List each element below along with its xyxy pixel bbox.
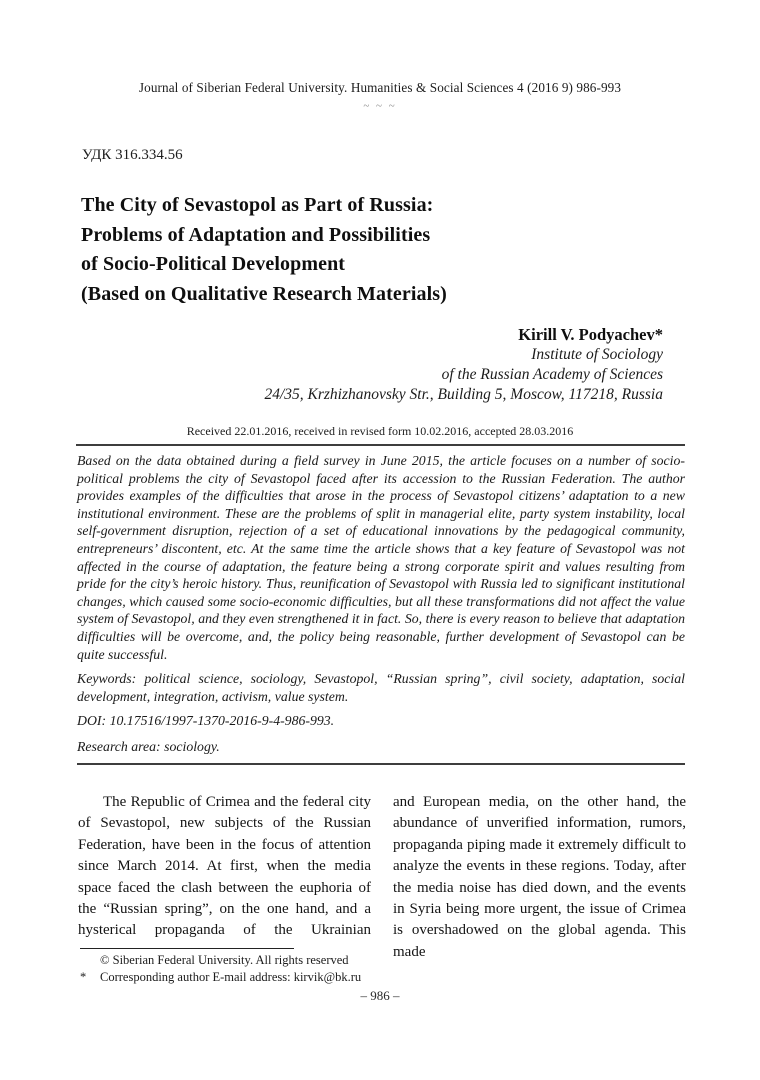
front-matter — [77, 452, 685, 765]
footnote-divider — [80, 948, 294, 949]
footnote-copyright-row — [80, 952, 688, 969]
author-name: Kirill V. Podyachev* — [518, 325, 663, 344]
footnote-block — [80, 948, 688, 986]
footnote-corresponding-row — [80, 969, 688, 986]
doi-text: DOI: 10.17516/1997-1370-2016-9-4-986-993. — [77, 713, 335, 729]
copyright-text: © Siberian Federal University. All rights reserved — [100, 953, 349, 967]
article-body — [78, 792, 686, 963]
tilde-separator: ~ ~ ~ — [363, 100, 397, 112]
article-title-line: The City of Sevastopol as Part of Russia: — [81, 194, 434, 216]
page-number: – 986 – — [360, 988, 400, 1003]
footnote-asterisk: * — [80, 970, 87, 984]
corresponding-author-text: Corresponding author E-mail address: kirvik@bk.ru — [100, 970, 362, 984]
article-title — [81, 191, 601, 309]
affiliation-line: of the Russian Academy of Sciences — [441, 366, 663, 383]
keywords-text: Keywords: political science, sociology, Sevastopol, “Russian spring”, civil society, adaptation, social development, integration, activism, value system. — [77, 671, 685, 704]
journal-header: Journal of Siberian Federal University. Humanities & Social Sciences 4 (2016 9) 986-993 — [138, 80, 622, 95]
affiliation-line: Institute of Sociology — [531, 346, 663, 363]
article-title-line: (Based on Qualitative Research Materials) — [81, 282, 447, 305]
udk-code: УДК 316.334.56 — [82, 147, 183, 163]
abstract-text: Based on the data obtained during a field survey in June 2015, the article focuses on a number of socio-political problems the city of Sevastopol faced after its accession to the Russian Federation. The author provides examples of the difficulties that arose in the process of Sevastopol citizens’ adaptation to a new institutional environment. These are the problems of split in managerial elite, party system instability, local self-government disruption, rejection of a set of educational innovations by the pedagogical community, entrepreneurs’ discontent, etc. At the same time the article shows that a key feature of Sevastopol was not affected in the course of adaptation, the feature being a strong corporate spirit and values resulting from pride for the city’s heroic history. Thus, reunification of Sevastopol with Russia led to significant institutional changes, which caused some socio-economic difficulties, but all these transformations did not affect the value system of Sevastopol, and they even strengthened it in fact. So, there is every reason to believe that adaptation difficulties will be overcome, and, the policy being reasonable, further development of Sevastopol can be quite successful. — [77, 453, 685, 662]
section-divider-bottom — [77, 763, 685, 765]
affiliation-line: 24/35, Krzhizhanovsky Str., Building 5, Moscow, 117218, Russia — [264, 386, 663, 403]
article-title-line: of Socio-Political Development — [81, 253, 346, 275]
author-block — [264, 324, 663, 405]
footnote-marker-empty — [80, 952, 100, 969]
body-column-right: and European media, on the other hand, the abundance of unverified information, rumors, propaganda piping made it extremely difficult to analyze the events in these regions. Today, after the media noise has died down, and the events in Syria being more urgent, the issue of Crimea is overshadowed on the global agenda. This made — [393, 794, 686, 960]
body-column-left: The Republic of Crimea and the federal city of Sevastopol, new subjects of the Russian Federation, have been in the focus of attention since March 2014. At first, when the media space faced the clash between the euphoria of the “Russian spring”, on the one hand, and a hysterical propaganda of the Ukrainian — [78, 794, 371, 939]
received-dates: Received 22.01.2016, received in revised form 10.02.2016, accepted 28.03.2016 — [186, 424, 574, 438]
research-area-text: Research area: sociology. — [77, 738, 220, 754]
article-title-line: Problems of Adaptation and Possibilities — [81, 223, 431, 246]
author-affiliation — [264, 345, 663, 405]
section-divider-top — [76, 444, 685, 446]
